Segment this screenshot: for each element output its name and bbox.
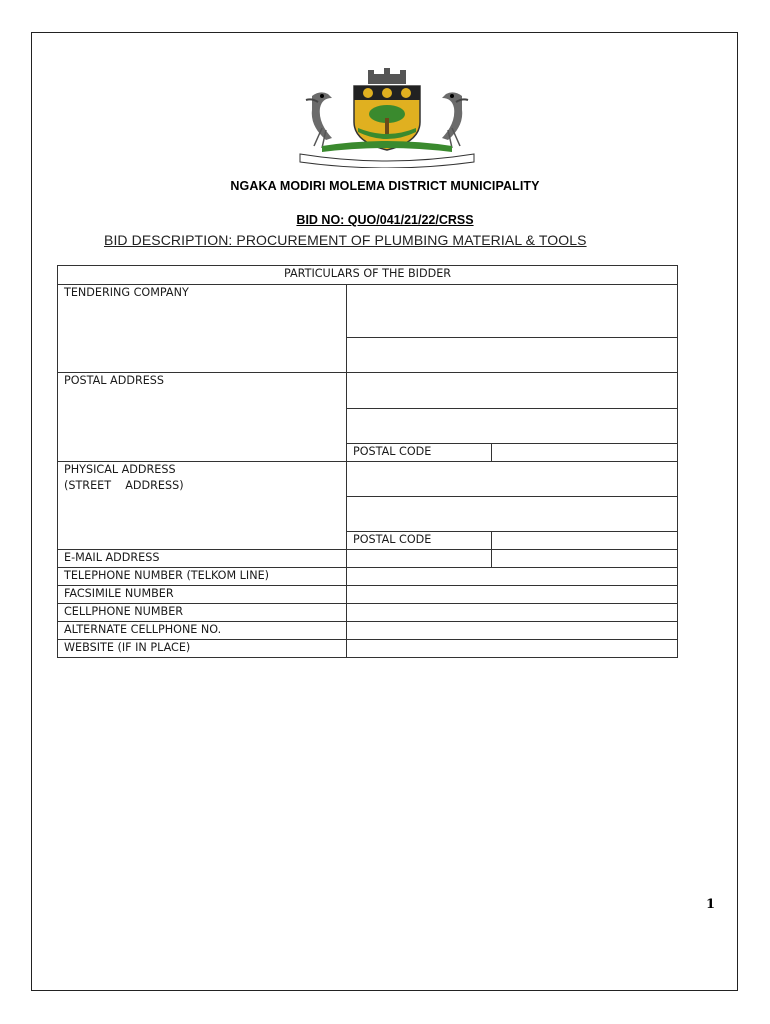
crown-icon: [368, 68, 406, 84]
postal-code-label: POSTAL CODE: [347, 444, 492, 462]
telephone-field[interactable]: [347, 568, 678, 586]
email-field-2[interactable]: [492, 550, 678, 568]
alternate-cellphone-field[interactable]: [347, 622, 678, 640]
physical-address-label: [58, 462, 347, 550]
bidder-particulars-table: [57, 265, 678, 658]
page-number: 1: [706, 897, 716, 912]
email-field-1[interactable]: [347, 550, 492, 568]
crest-banner: [300, 154, 474, 168]
alternate-cellphone-label: ALTERNATE CELLPHONE NO.: [58, 622, 347, 640]
postal-code-field[interactable]: [492, 444, 678, 462]
website-field[interactable]: [347, 640, 678, 658]
cellphone-label: CELLPHONE NUMBER: [58, 604, 347, 622]
physical-postal-code-field[interactable]: [492, 532, 678, 550]
table-title: PARTICULARS OF THE BIDDER: [58, 266, 678, 285]
facsimile-label: FACSIMILE NUMBER: [58, 586, 347, 604]
tendering-company-field-1[interactable]: [347, 285, 678, 338]
shield-icon: [354, 86, 420, 150]
physical-address-field-2[interactable]: [347, 497, 678, 532]
cellphone-field[interactable]: [347, 604, 678, 622]
telephone-label: TELEPHONE NUMBER (TELKOM LINE): [58, 568, 347, 586]
left-crane-icon: [306, 92, 332, 148]
tendering-company-label: TENDERING COMPANY: [58, 285, 347, 373]
physical-address-field-1[interactable]: [347, 462, 678, 497]
postal-address-field-1[interactable]: [347, 373, 678, 409]
right-crane-icon: [442, 92, 468, 148]
tendering-company-field-2[interactable]: [347, 338, 678, 373]
email-label: E-MAIL ADDRESS: [58, 550, 347, 568]
website-label: WEBSITE (IF IN PLACE): [58, 640, 347, 658]
physical-address-line-1: PHYSICAL ADDRESS: [64, 463, 176, 476]
bid-description: BID DESCRIPTION: PROCUREMENT OF PLUMBING MATERIAL & TOOLS: [104, 232, 587, 248]
postal-address-label: POSTAL ADDRESS: [58, 373, 347, 462]
physical-postal-code-label: POSTAL CODE: [347, 532, 492, 550]
bid-number: BID NO: QUO/041/21/22/CRSS: [296, 213, 474, 227]
organization-name: NGAKA MODIRI MOLEMA DISTRICT MUNICIPALITY: [230, 179, 540, 193]
physical-address-line-2: (STREET ADDRESS): [64, 479, 184, 492]
facsimile-field[interactable]: [347, 586, 678, 604]
municipality-crest-logo: [292, 68, 482, 168]
postal-address-field-2[interactable]: [347, 409, 678, 444]
